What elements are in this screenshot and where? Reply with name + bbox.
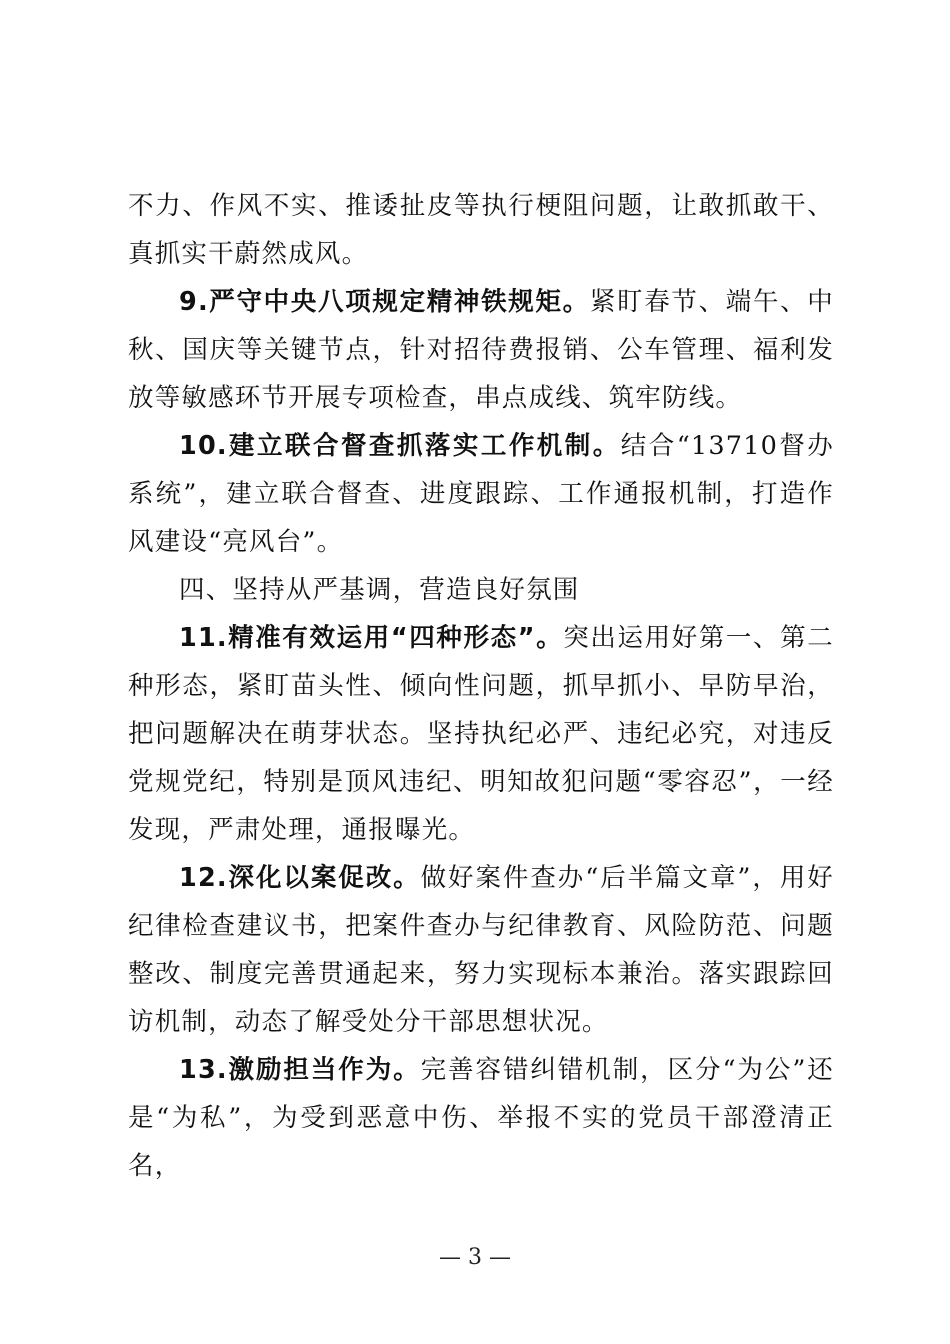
item-9-paragraph <box>128 278 834 422</box>
item-12-paragraph <box>128 854 834 1046</box>
section-heading: 四、坚持从严基调，营造良好氛围 <box>179 575 580 605</box>
continuation-paragraph: 不力、作风不实、推诿扯皮等执行梗阻问题，让敢抓敢干、真抓实干蔚然成风。 <box>128 191 834 269</box>
item-13-lead: 13.激励担当作为。 <box>179 1055 421 1085</box>
item-11-text: 突出运用好第一、第二种形态，紧盯苗头性、倾向性问题，抓早抓小、早防早治，把问题解决在萌芽状态。坚持执纪必严、违纪必究，对违反党规党纪，特别是顶风违纪、明知故犯问题“零容忍”，一经发现，严肃处理，通报曝光。 <box>128 623 834 845</box>
item-10-paragraph <box>128 422 834 566</box>
item-10-lead: 10.建立联合督查抓落实工作机制。 <box>179 431 621 461</box>
item-9-text: 紧盯春节、端午、中秋、国庆等关键节点，针对招待费报销、公车管理、福利发放等敏感环节开展专项检查，串点成线、筑牢防线。 <box>128 287 834 413</box>
item-13-text: 完善容错纠错机制，区分“为公”还是“为私”，为受到恶意中伤、举报不实的党员干部澄清正名， <box>128 1055 834 1181</box>
page-number: — 3 — <box>439 1245 511 1270</box>
item-13-paragraph <box>128 1046 834 1190</box>
item-10-text: 结合“13710督办系统”，建立联合督查、进度跟踪、工作通报机制，打造作风建设“亮风台”。 <box>128 431 834 557</box>
document-body <box>128 182 834 1190</box>
item-12-text: 做好案件查办“后半篇文章”，用好纪律检查建议书，把案件查办与纪律教育、风险防范、问题整改、制度完善贯通起来，努力实现标本兼治。落实跟踪回访机制，动态了解受处分干部思想状况。 <box>128 863 834 1037</box>
item-12-lead: 12.深化以案促改。 <box>179 863 421 893</box>
item-11-paragraph <box>128 614 834 854</box>
item-9-lead: 9.严守中央八项规定精神铁规矩。 <box>179 287 590 317</box>
item-11-lead: 11.精准有效运用“四种形态”。 <box>179 623 564 653</box>
